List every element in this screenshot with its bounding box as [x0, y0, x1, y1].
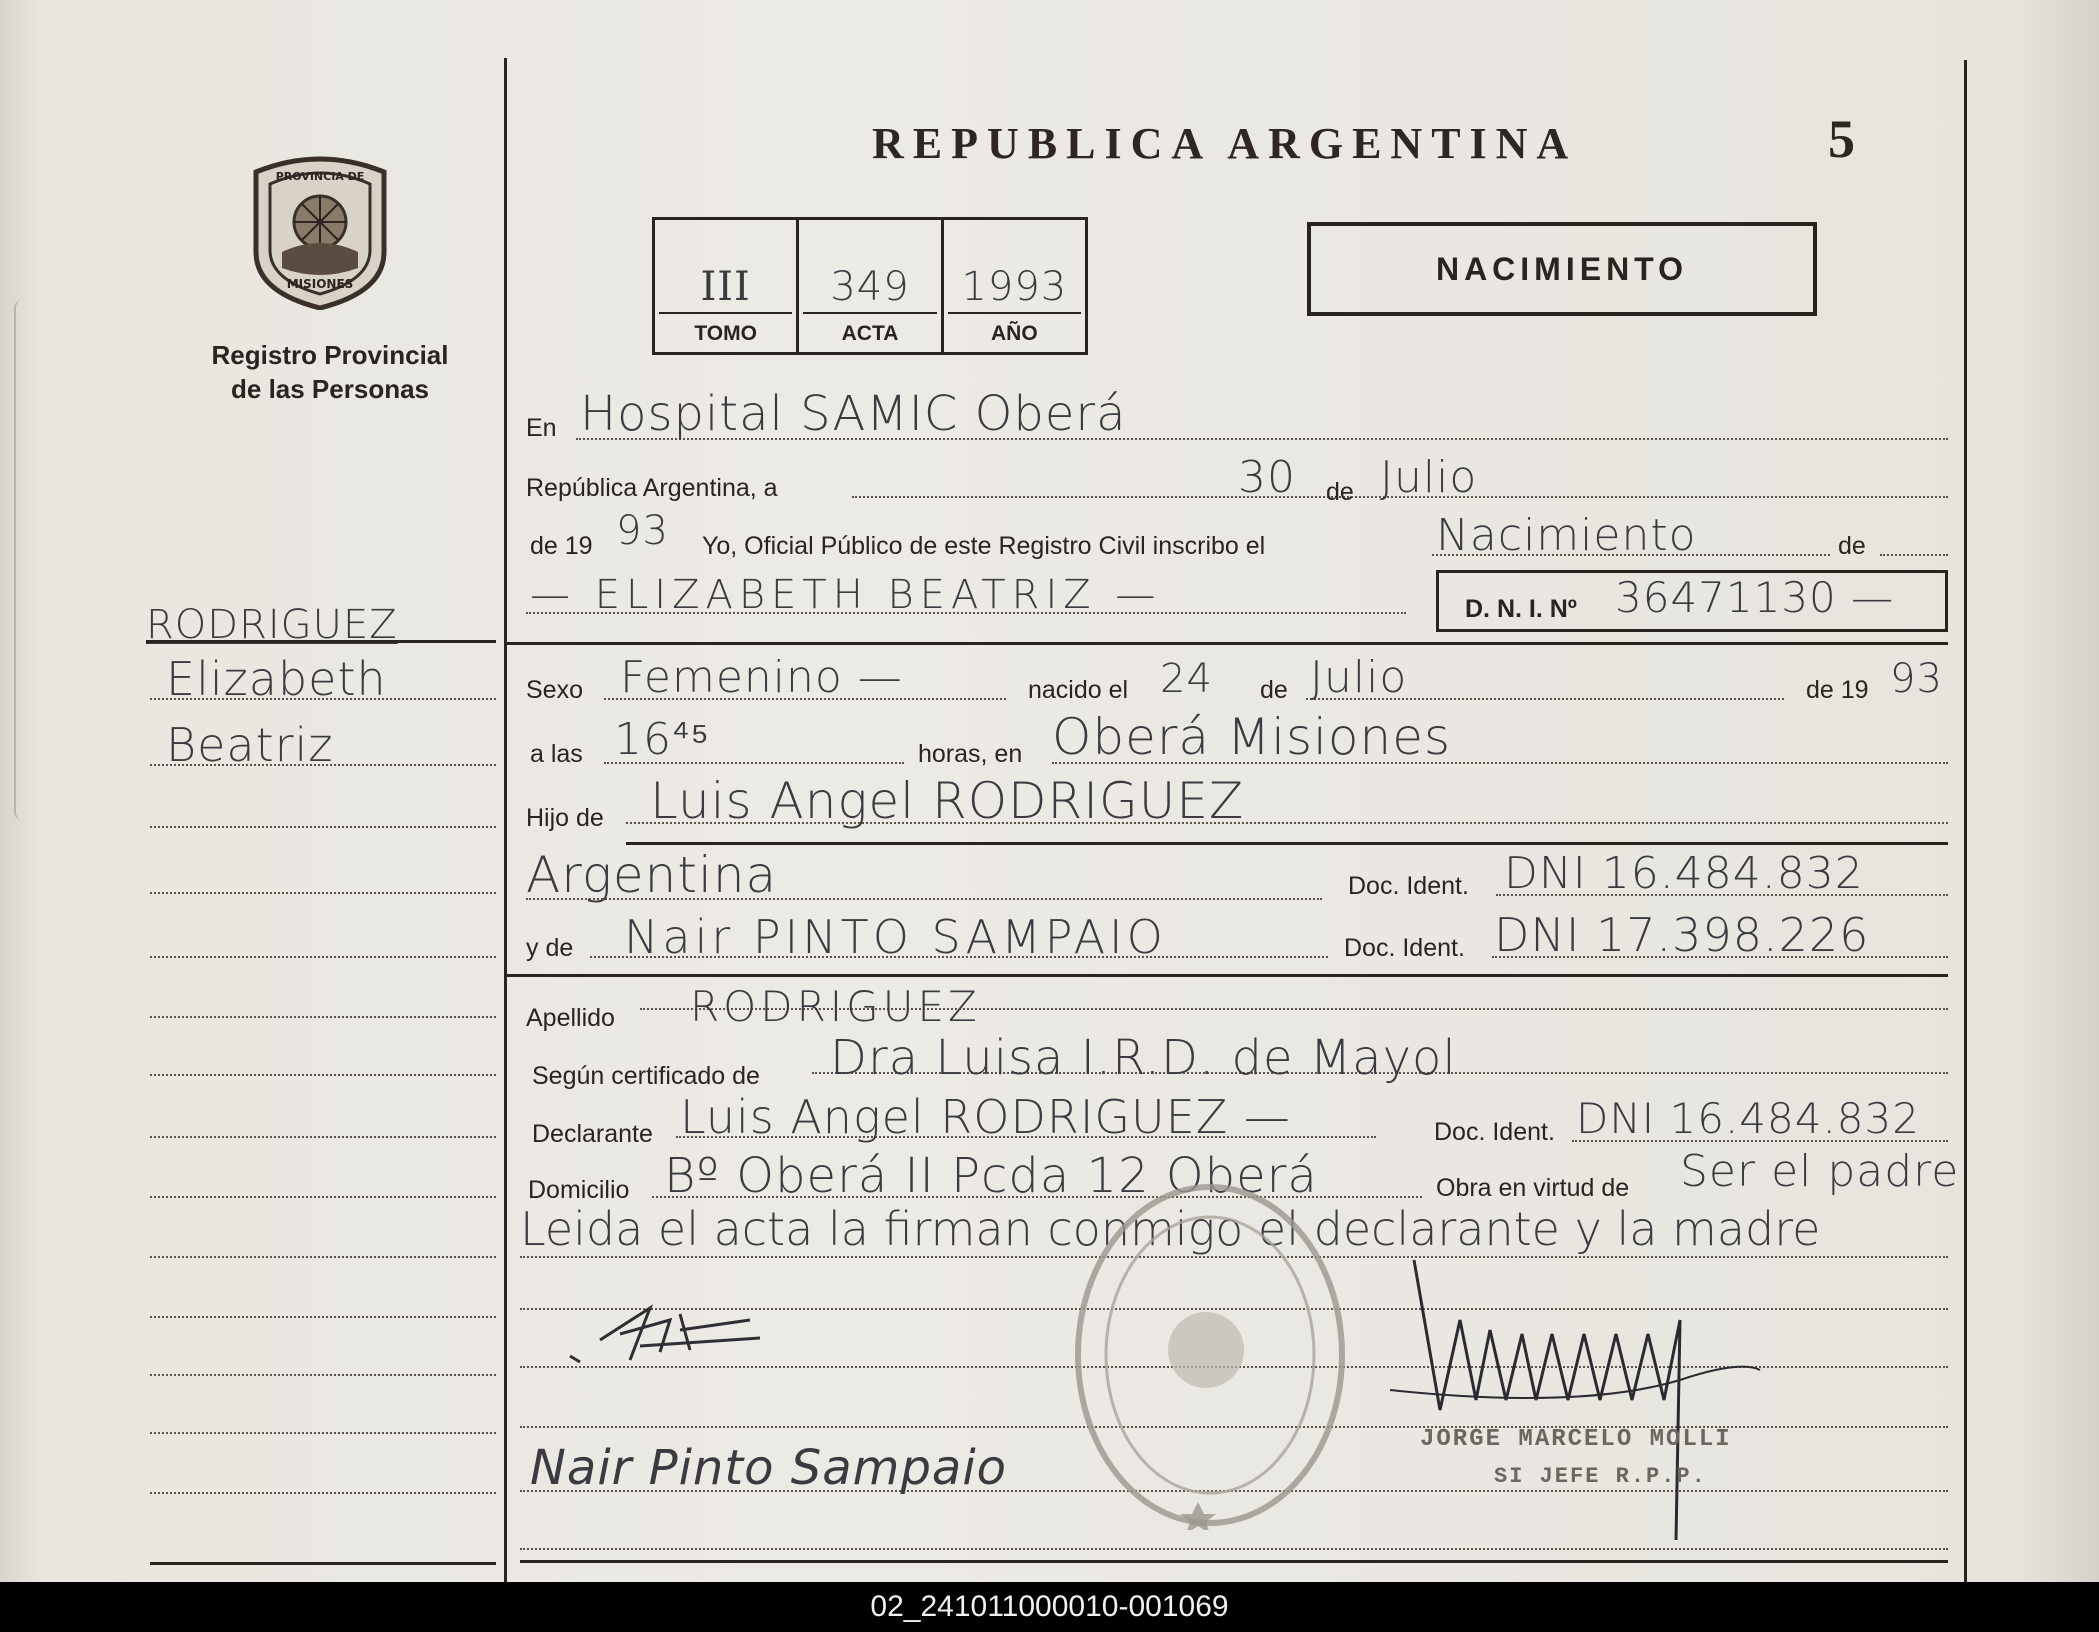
declarant-signature — [560, 1290, 780, 1370]
margin-top-rule — [146, 640, 496, 643]
value-nacido-dia: 24 — [1160, 656, 1213, 702]
svg-text:MISIONES: MISIONES — [286, 277, 354, 291]
label-en: En — [526, 414, 557, 442]
svg-text:PROVINCIA DE: PROVINCIA DE — [275, 170, 365, 183]
label-doc-ident3: Doc. Ident. — [1434, 1118, 1555, 1146]
officer-title: SI JEFE R.P.P. — [1494, 1464, 1707, 1489]
label-nacido-el: nacido el — [1028, 676, 1129, 704]
margin-line — [150, 892, 496, 894]
value-mes: Julio — [1380, 452, 1478, 503]
margin-second-name: Beatriz — [166, 718, 334, 772]
value-doc-madre: DNI 17.398.226 — [1494, 908, 1870, 962]
value-hora: 16⁴⁵ — [614, 714, 710, 765]
margin-line — [150, 1256, 496, 1258]
value-apellido: RODRIGUEZ — [690, 982, 981, 1031]
right-frame-line — [1964, 60, 1967, 1582]
value-madre: Nair PINTO SAMPAIO — [624, 910, 1167, 964]
tomo-cell — [655, 220, 799, 352]
label-doc-ident1: Doc. Ident. — [1348, 872, 1469, 900]
value-nombres: — ELIZABETH BEATRIZ — — [530, 572, 1162, 618]
provincial-seal — [246, 152, 394, 310]
label-obra-en-virtud: Obra en virtud de — [1436, 1174, 1630, 1202]
acta-cell — [799, 220, 943, 352]
officer-name: JORGE MARCELO MOLLI — [1420, 1426, 1732, 1453]
ano-cell — [944, 220, 1085, 352]
margin-first-name: Elizabeth — [166, 652, 387, 706]
margin-line — [150, 1196, 496, 1198]
label-de-anio: de 19 — [530, 532, 593, 560]
left-frame-line — [504, 58, 507, 1582]
tomo-rule — [659, 312, 792, 314]
value-sexo: Femenino — — [620, 652, 903, 703]
value-doc-padre: DNI 16.484.832 — [1504, 848, 1864, 899]
margin-line — [150, 1136, 496, 1138]
page-number: 5 — [1828, 109, 1855, 169]
separator-rule-1 — [506, 642, 1948, 645]
separator-rule-2 — [626, 842, 1948, 845]
label-de-final: de — [1838, 532, 1866, 560]
value-leida: Leida el acta la firman conmigo el declarante y la madre — [520, 1202, 1821, 1256]
margin-line — [150, 764, 496, 766]
value-declarante: Luis Angel RODRIGUEZ — — [680, 1090, 1291, 1144]
label-apellido: Apellido — [526, 1004, 615, 1032]
registry-name-line2: de las Personas — [231, 374, 429, 404]
value-nacido-mes: Julio — [1310, 652, 1408, 703]
value-anio-suffix: 93 — [616, 508, 669, 554]
value-nacionalidad: Argentina — [526, 846, 778, 904]
margin-bottom-rule — [150, 1562, 496, 1565]
margin-line — [150, 1316, 496, 1318]
stamp-icon — [1070, 1180, 1350, 1530]
margin-line — [150, 1374, 496, 1376]
label-de-19: de 19 — [1806, 676, 1869, 704]
value-padre: Luis Angel RODRIGUEZ — [650, 772, 1245, 830]
label-y-de: y de — [526, 934, 574, 962]
value-obra-virtud: Ser el padre — [1680, 1146, 1960, 1197]
value-lugar-nacimiento: Oberá Misiones — [1052, 708, 1452, 766]
ano-rule — [948, 312, 1081, 314]
tomo-label: TOMO — [694, 322, 757, 345]
value-dni: 36471130 — — [1615, 573, 1895, 622]
ano-label: AÑO — [990, 322, 1038, 345]
value-doc-declarante: DNI 16.484.832 — [1576, 1094, 1920, 1143]
line-de-final — [1880, 554, 1948, 556]
acta-value: 349 — [830, 264, 910, 310]
label-yo-oficial: Yo, Oficial Público de este Registro Civil inscribo el — [702, 532, 1266, 560]
label-dni: D. N. I. Nº — [1465, 595, 1577, 623]
label-declarante: Declarante — [532, 1120, 653, 1148]
value-nacido-anio: 93 — [1890, 656, 1943, 702]
line-nacionalidad — [526, 898, 1322, 900]
margin-line — [150, 1432, 496, 1434]
label-a-las: a las — [530, 740, 583, 768]
margin-line — [150, 698, 496, 700]
margin-line — [150, 826, 496, 828]
label-hijo-de: Hijo de — [526, 804, 604, 832]
value-medico: Dra Luisa I.R.D. de Mayol — [830, 1030, 1457, 1086]
margin-line — [150, 1016, 496, 1018]
document-type-box — [1307, 222, 1817, 316]
document-type-label: NACIMIENTO — [1435, 250, 1689, 287]
label-republica: República Argentina, a — [526, 474, 778, 502]
margin-line — [150, 956, 496, 958]
officer-signature — [1380, 1250, 1880, 1550]
label-de-mes: de — [1326, 478, 1354, 506]
label-doc-ident2: Doc. Ident. — [1344, 934, 1465, 962]
image-caption: 02_241011000010-001069 — [0, 1582, 2099, 1632]
acta-rule — [803, 312, 936, 314]
seal-icon — [246, 152, 394, 310]
ano-value: 1993 — [961, 264, 1068, 310]
dni-box — [1436, 570, 1948, 632]
page-title: REPUBLICA ARGENTINA — [872, 119, 1578, 168]
acta-label: ACTA — [841, 322, 899, 345]
label-horas-en: horas, en — [918, 740, 1023, 768]
mother-signature: Nair Pinto Sampaio — [530, 1440, 1008, 1496]
value-lugar: Hospital SAMIC Oberá — [580, 386, 1127, 442]
signature-icon — [560, 1290, 780, 1370]
value-acto: Nacimiento — [1436, 510, 1697, 561]
label-domicilio: Domicilio — [528, 1176, 630, 1204]
book-reference-table — [652, 217, 1088, 355]
official-stamp — [1070, 1180, 1350, 1530]
tomo-value: III — [700, 264, 751, 310]
margin-line — [150, 1492, 496, 1494]
value-dia: 30 — [1238, 452, 1296, 503]
margin-line — [150, 1074, 496, 1076]
registry-name-line1: Registro Provincial — [211, 340, 449, 370]
bottom-rule — [520, 1560, 1948, 1563]
officer-signature-icon — [1380, 1250, 1880, 1550]
margin-surname: RODRIGUEZ — [146, 602, 398, 648]
separator-rule-3 — [506, 974, 1948, 977]
label-de-mes2: de — [1260, 676, 1288, 704]
label-sexo: Sexo — [526, 676, 583, 704]
binding-edge — [14, 300, 30, 820]
value-domicilio: Bº Oberá II Pcda 12 Oberá — [664, 1148, 1318, 1204]
label-segun: Según certificado de — [532, 1062, 760, 1090]
